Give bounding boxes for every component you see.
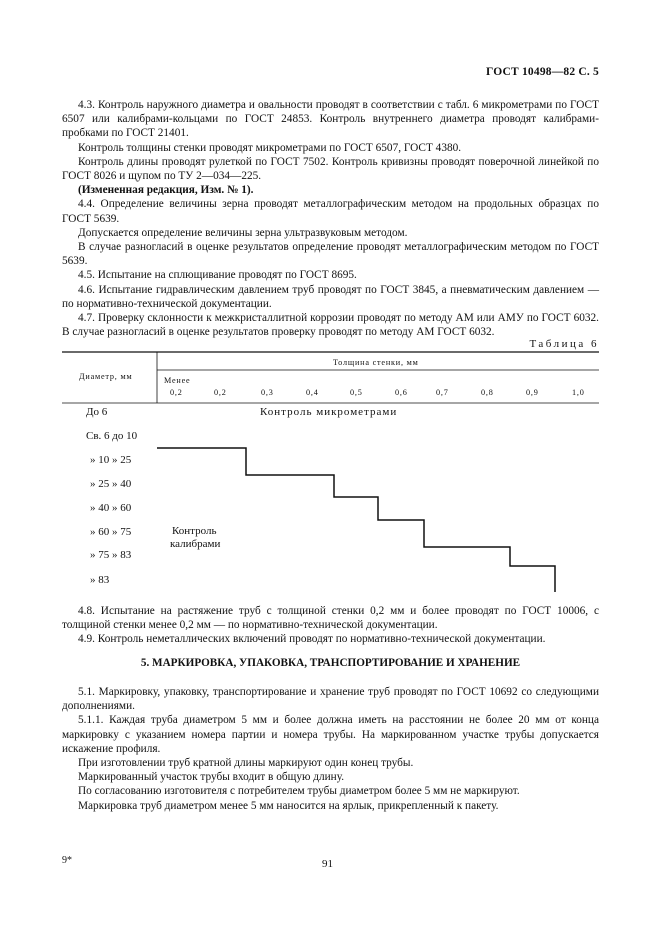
zone-micrometers: Контроль микрометрами <box>260 406 398 418</box>
text-block-5 <box>62 685 599 813</box>
row-label: » 75 » 83 <box>90 549 132 561</box>
section-title: 5. МАРКИРОВКА, УПАКОВКА, ТРАНСПОРТИРОВАНИЕ И ХРАНЕНИЕ <box>140 657 521 669</box>
row-label: » 83 <box>90 574 110 586</box>
col-head-less-l2: 0,2 <box>170 388 183 397</box>
paragraph: Контроль длины проводят рулеткой по ГОСТ 7502. Контроль кривизны проводят поверочной линейкой по ГОСТ 8026 и щупом по ТУ 2—034—225. <box>62 155 599 183</box>
group-head-thickness: Толщина стенки, мм <box>333 358 419 367</box>
row-label: Св. 6 до 10 <box>86 430 138 442</box>
amendment-note: (Измененная редакция, Изм. № 1). <box>78 184 254 197</box>
table-lines <box>62 350 599 600</box>
paragraph: По согласованию изготовителя с потребителем трубы диаметром более 5 мм не маркируют. <box>78 785 520 798</box>
paragraph: 4.9. Контроль неметаллических включений проводят по нормативно-технической документации. <box>78 633 546 646</box>
paragraph: Допускается определение величины зерна ультразвуковым методом. <box>78 226 408 239</box>
col-head: 0,9 <box>526 388 539 397</box>
paragraph: 5.1. Маркировку, упаковку, транспортирование и хранение труб проводят по ГОСТ 10692 со следующими дополнениями. <box>62 686 599 713</box>
row-label: » 25 » 40 <box>90 478 132 490</box>
paragraph: При изготовлении труб кратной длины маркируют один конец трубы. <box>78 757 414 770</box>
page-number: 91 <box>322 858 333 870</box>
paragraph: 4.7. Проверку склонности к межкристаллитной коррозии проводят по методу АМ или АМУ по ГОСТ 6032. В случае разногласий в оценке результатов проверку проводят по методу АМ ГОСТ 6032. <box>62 312 599 339</box>
paragraph: 5.1.1. Каждая труба диаметром 5 мм и более должна иметь на расстоянии не более 20 мм от конца маркировку с указанием номера партии и номера трубы. На маркированном участке трубы допускается искажение профиля. <box>62 714 599 755</box>
row-label: » 10 » 25 <box>90 454 132 466</box>
footer-mark: 9* <box>62 855 72 866</box>
table-caption: Таблица 6 <box>529 338 599 350</box>
paragraph: 4.6. Испытание гидравлическим давлением труб проводят по ГОСТ 3845, а пневматическим давлением — по нормативно-технической документации. <box>62 283 599 310</box>
col-head: 0,6 <box>395 388 408 397</box>
col-head: 0,7 <box>436 388 449 397</box>
col-head: 1,0 <box>572 388 585 397</box>
row-label: » 60 » 75 <box>90 526 132 538</box>
paragraph: Маркировка труб диаметром менее 5 мм наносится на ярлык, прикрепленный к пакету. <box>78 799 499 812</box>
row-label: До 6 <box>86 406 108 418</box>
zone-calibers-l2: калибрами <box>170 538 221 550</box>
col-head: 0,2 <box>214 388 227 397</box>
page-header: ГОСТ 10498—82 С. 5 <box>486 66 599 78</box>
col-head: 0,5 <box>350 388 363 397</box>
paragraph: 4.3. Контроль наружного диаметра и овальности проводят в соответствии с табл. 6 микрометрами по ГОСТ 6507 или калибрами-кольцами по ГОСТ 24853. Контроль внутреннего диаметра проводят калибрами-пробками по ГОСТ 21401. <box>62 99 599 140</box>
table-6 <box>62 350 599 600</box>
col-head-diameter: Диаметр, мм <box>79 372 133 381</box>
paragraph: Контроль толщины стенки проводят микрометрами по ГОСТ 6507, ГОСТ 4380. <box>78 141 462 154</box>
text-block-4-3 <box>62 98 599 339</box>
paragraph: 4.5. Испытание на сплющивание проводят по ГОСТ 8695. <box>78 269 357 282</box>
text-block-4-8 <box>62 604 599 647</box>
paragraph: 4.8. Испытание на растяжение труб с толщиной стенки 0,2 мм и более проводят по ГОСТ 10006, с толщиной стенки менее 0,2 мм — по нормативно-технической документации. <box>62 605 599 632</box>
col-head-less-l1: Менее <box>164 376 191 385</box>
col-head: 0,8 <box>481 388 494 397</box>
col-head: 0,4 <box>306 388 319 397</box>
zone-calibers-l1: Контроль <box>172 525 217 537</box>
row-label: » 40 » 60 <box>90 502 132 514</box>
paragraph: 4.4. Определение величины зерна проводят металлографическим методом на продольных образцах по ГОСТ 5639. <box>62 198 599 225</box>
col-head: 0,3 <box>261 388 274 397</box>
paragraph: Маркированный участок трубы входит в общую длину. <box>78 771 345 784</box>
paragraph: В случае разногласий в оценке результатов определение проводят металлографическим методом по ГОСТ 5639. <box>62 241 599 268</box>
